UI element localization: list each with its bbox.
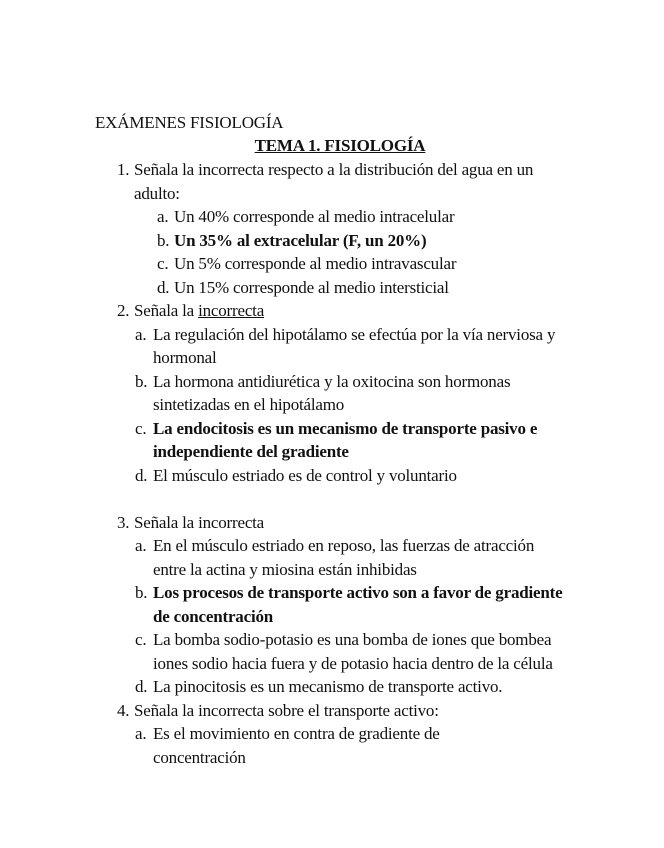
option-letter: c. [135, 630, 147, 649]
question-text-underlined: incorrecta [198, 301, 265, 320]
question-number: 4. [117, 700, 130, 720]
option-text: En el músculo estriado en reposo, las fuerzas de atracción entre la actina y miosina están inhibidas [153, 536, 535, 579]
option-text: La pinocitosis es un mecanismo de transporte activo. [153, 677, 503, 696]
option-letter: a. [157, 207, 169, 226]
question-1 [0, 158, 664, 299]
document-title: EXÁMENES FISIOLOGÍA [95, 113, 284, 132]
option-text: El músculo estriado es de control y voluntario [153, 465, 457, 485]
option-letter: a. [135, 324, 147, 344]
option-text: Un 15% corresponde al medio intersticial [174, 277, 449, 297]
option-letter: b. [157, 230, 170, 250]
topic-title: TEMA 1. FISIOLOGÍA [254, 136, 426, 155]
option-text: La hormona antidiurética y la oxitocina son hormonas sintetizadas en el hipotálamo [153, 371, 511, 414]
question-text [134, 299, 664, 323]
question-text: Señala la incorrecta [134, 512, 265, 532]
question-list [0, 158, 664, 769]
option-text: Es el movimiento en contra de gradiente de concentración [153, 724, 440, 767]
question-2 [0, 299, 664, 487]
option-letter: b. [135, 371, 148, 391]
option-text: Un 35% al extracelular (F, un 20%) [174, 230, 427, 250]
option-letter: d. [135, 465, 148, 485]
question-text-prefix: Señala la [134, 301, 199, 320]
question-number: 3. [117, 512, 130, 532]
option-letter: d. [157, 277, 170, 297]
spacer [0, 487, 664, 511]
option-text: Un 40% corresponde al medio intracelular [174, 207, 455, 226]
option-text: La endocitosis es un mecanismo de transporte pasivo e independiente del gradiente [153, 418, 538, 461]
option-letter: b. [135, 583, 148, 602]
question-text: Señala la incorrecta sobre el transporte activo: [134, 700, 439, 720]
question-4 [0, 699, 664, 770]
option-text: Un 5% corresponde al medio intravascular [174, 254, 457, 273]
option-letter: a. [135, 724, 147, 743]
option-letter: c. [157, 254, 169, 273]
option-letter: d. [135, 677, 148, 696]
option-letter: c. [135, 418, 147, 438]
option-text: La bomba sodio-potasio es una bomba de iones que bombea iones sodio hacia fuera y de potasio hacia dentro de la célula [153, 630, 553, 673]
option-text: La regulación del hipotálamo se efectúa por la vía nerviosa y hormonal [153, 324, 556, 367]
question-number: 1. [117, 160, 130, 179]
option-text: Los procesos de transporte activo son a favor de gradiente de concentración [153, 583, 563, 626]
question-number: 2. [117, 301, 130, 320]
question-3 [0, 511, 664, 699]
option-letter: a. [135, 536, 147, 555]
question-text: Señala la incorrecta respecto a la distribución del agua en un adulto: [134, 160, 534, 203]
